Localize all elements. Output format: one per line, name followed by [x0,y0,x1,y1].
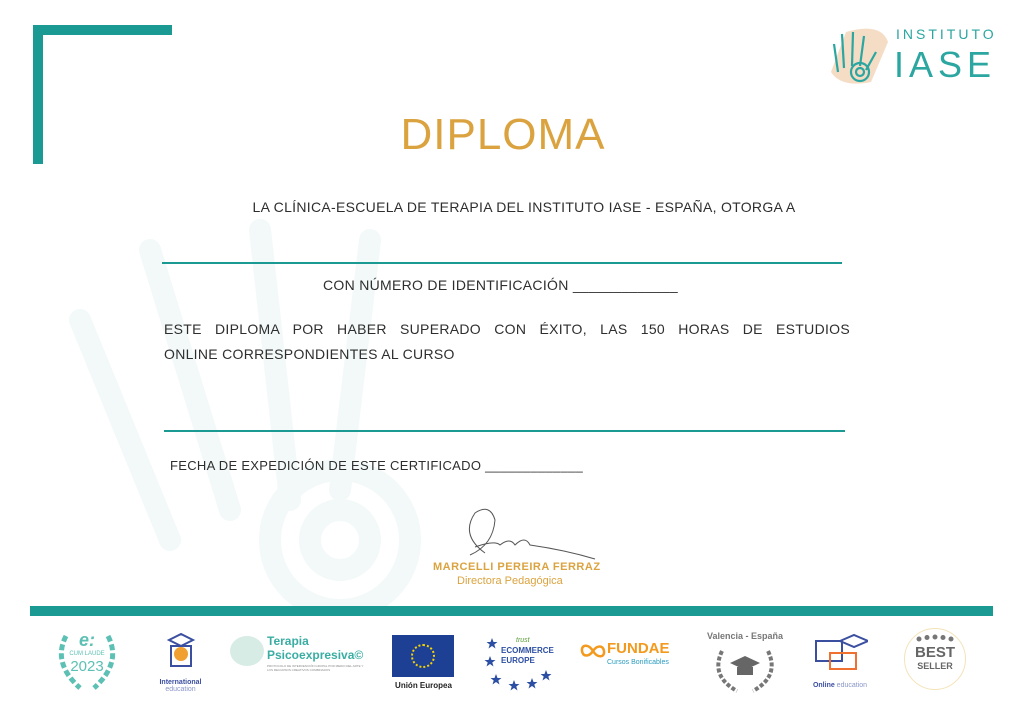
logo-line1: INSTITUTO [896,26,997,42]
eu-flag-icon [392,635,454,677]
corner-bracket-top [33,25,172,35]
grant-line: LA CLÍNICA-ESCUELA DE TERAPIA DEL INSTITUTO IASE - ESPAÑA, OTORGA A [252,199,796,215]
course-name-line [164,430,845,432]
diploma-title: DIPLOMA [400,110,606,159]
date-line: FECHA DE EXPEDICIÓN DE ESTE CERTIFICADO _____________ [170,458,584,473]
fundae-badge: FUNDAE Cursos Bonificables [580,640,680,670]
international-education-badge: International education [148,628,213,693]
body-line-1: ESTE DIPLOMA POR HABER SUPERADO CON ÉXITO, LAS 150 HORAS DE ESTUDIOS [164,321,850,337]
signer-role: Directora Pedagógica [457,575,563,587]
footer-bar [30,606,993,616]
online-course-icon [812,633,868,677]
graduation-globe-icon [166,628,196,674]
cum-laude-badge: e: CUM LAUDE 2023 [52,628,122,692]
infinity-icon [580,643,606,659]
recipient-name-line [162,262,842,264]
logo-line2: IASE [894,44,997,85]
online-education-badge: Online education [810,633,870,689]
body-line-2: ONLINE CORRESPONDIENTES AL CURSO [164,346,455,362]
watermark-hand-icon [40,210,500,610]
valencia-espana-badge: Valencia - España [700,631,790,700]
terapia-psicoexpresiva-badge: Terapia Psicoexpresiva© PROTOCOLO DE INTERVENCIÓN GRUPAL POR MEDIO DEL ARTE Y LOS RECURSOS CREATIVOS COMBINADOS [230,634,370,680]
signature [455,505,605,560]
ecommerce-europe-badge: trust ECOMMERCE EUROPE [484,634,560,692]
signer-name: MARCELLI PEREIRA FERRAZ [433,561,601,573]
best-seller-badge: BEST SELLER [904,628,966,690]
hand-spiral-icon [826,22,892,88]
stars-icon [915,634,955,642]
union-europea-badge: Unión Europea [392,635,455,690]
id-line: CON NÚMERO DE IDENTIFICACIÓN _____________ [323,277,678,293]
instituto-iase-logo [826,22,996,88]
graduation-cap-laurel-icon [712,641,778,695]
